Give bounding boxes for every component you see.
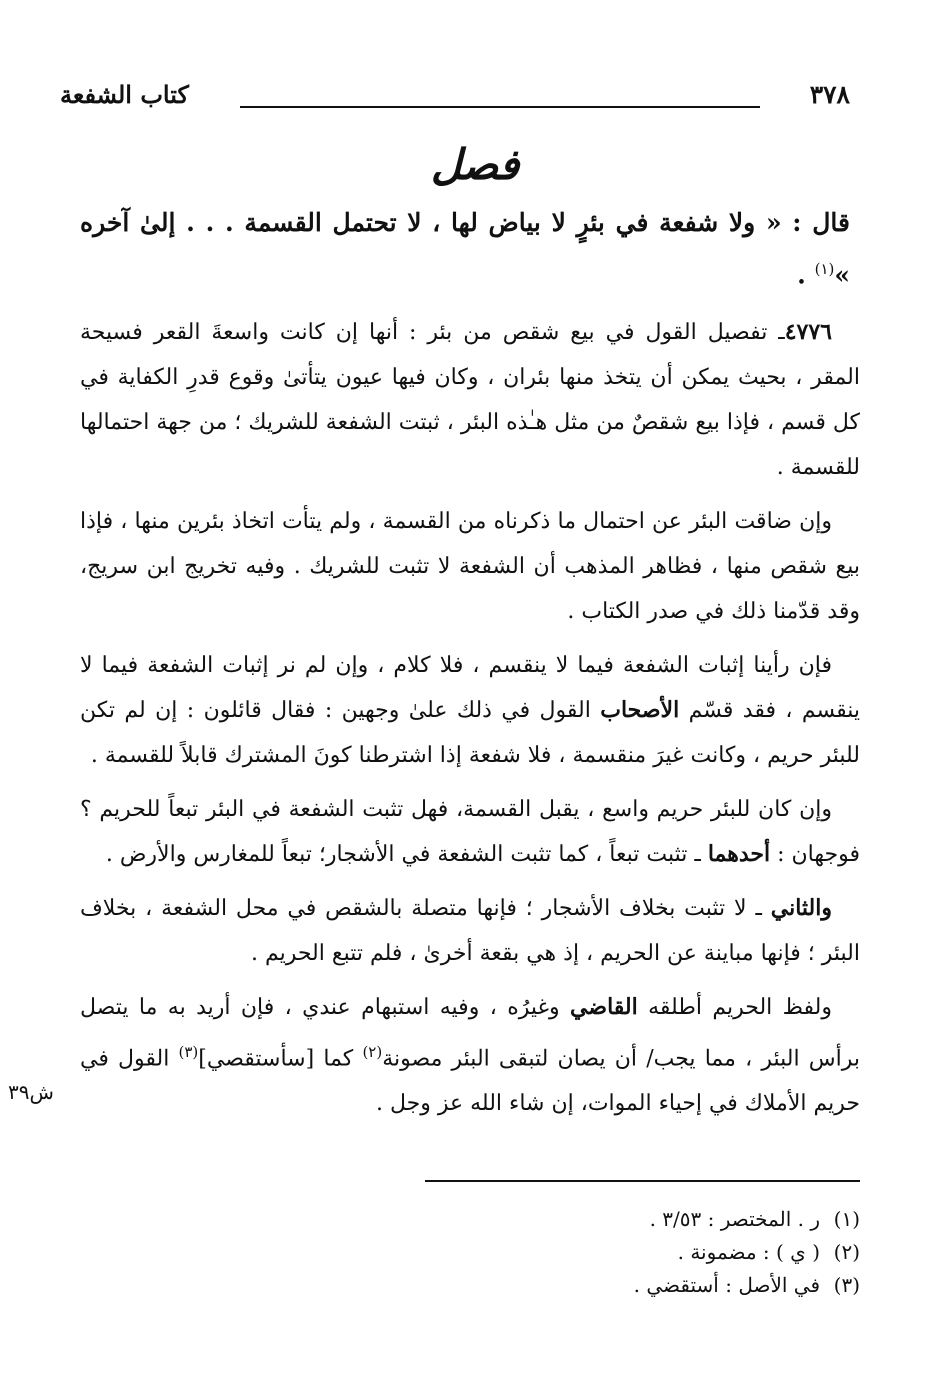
footnote [430,1236,860,1269]
book-title: كتاب الشفعة [60,80,189,109]
paragraph-text: ـ تثبت تبعاً ، كما تثبت الشفعة في الأشجار؛ تبعاً للمغارس والأرض . [105,842,708,867]
paragraph-4776 [80,310,860,490]
footnote-rule [425,1180,860,1182]
commentary-body [80,310,860,1135]
header-rule [240,106,760,108]
footnote-ref-1: (١) [814,260,835,278]
bold-term: الأصحاب [600,697,680,723]
bold-term: القاضي [570,994,638,1020]
matn-quote [80,200,850,298]
paragraph-text: ولفظ الحريم أطلقه [637,995,832,1020]
paragraph-text: كما [سأستقصي] [198,1046,363,1072]
footnote [430,1269,860,1302]
paragraph [80,787,860,877]
footnote-text: في الأصل : أستقضي . [633,1273,820,1297]
paragraph-text: وإن ضاقت البئر عن احتمال ما ذكرناه من القسمة ، ولم يتأت اتخاذ بئرين منها ، فإذا بيع شقص منها ، فظاهر المذهب أن الشفعة لا تثبت للشريك . وفيه تخريج ابن سريج، وقد قدّمنا ذلك في صدر الكتاب . [80,509,860,624]
paragraph [80,643,860,778]
footnote [430,1203,860,1236]
paragraph [80,499,860,634]
paragraph-text: فإن رأينا إثبات الشفعة فيما لا ينقسم ، فلا كلام ، وإن لم نر إثبات الشفعة فيما لا ينقسم ، فقد قسّم [80,653,860,723]
footnote-number: (٣) [833,1273,860,1297]
footnotes [430,1203,860,1302]
manuscript-folio-note: ش٣٩ [8,1080,54,1104]
paragraph-text: القول في ذلك علىٰ وجهين : فقال قائلون : إن لم تكن للبئر حريم ، وكانت غيرَ منقسمة ، فلا شفعة إذا اشترطنا كونَ المشترك قابلاً للقسمة . [80,698,860,768]
quote-end: . [797,260,815,290]
paragraph [80,886,860,976]
footnote-text: ر . المختصر : ٣/٥٣ . [649,1207,820,1231]
paragraph [80,985,860,1126]
quote-text: قال : « ولا شفعة في بئرٍ لا بياض لها ، لا تحتمل القسمة . . . إلىٰ آخره » [80,208,850,290]
footnote-number: (٢) [833,1240,860,1264]
paragraph-text: وغيرُه ، وفيه استبهام عندي ، فإن أريد به ما يتصل برأس البئر ، مما يجب/ أن يصان لتبقى البئر مصونة [80,995,860,1072]
paragraph-text: ـ لا تثبت بخلاف الأشجار ؛ فإنها متصلة بالشقص في محل الشفعة ، بخلاف البئر ؛ فإنها مباينة عن الحريم ، إذ هي بقعة أخرىٰ ، فلم تتبع الحريم . [80,896,860,966]
footnote-ref-3: (٣) [178,1043,199,1061]
footnote-number: (١) [833,1207,860,1231]
paragraph-text: ـ تفصيل القول في بيع شقص من بئر : أنها إن كانت واسعةَ القعر فسيحة المقر ، بحيث يمكن أن يتخذ منها بئران ، وكان فيها عيون يتأتىٰ وقوع قدرِ الكفاية في كل قسم ، فإذا بيع شقصٌ من مثل هـٰذه البئر ، ثبتت الشفعة للشريك ؛ من جهة احتمالها للقسمة . [80,320,860,480]
bold-term: أحدهما [707,841,771,867]
paragraph-text: وإن كان للبئر حريم واسع ، يقبل القسمة، فهل تثبت الشفعة في البئر تبعاً للحريم ؟ فوجهان : [80,797,860,867]
bold-term: والثاني [770,895,832,921]
page-number: ٣٧٨ [809,80,850,109]
running-header [60,80,850,120]
paragraph-text: القول في حريم الأملاك في إحياء الموات، إن شاء الله عز وجل . [80,1046,860,1117]
footnote-ref-2: (٢) [362,1043,383,1061]
paragraph-number: ٤٧٧٦ [784,319,832,345]
footnote-text: ( ي ) : مضمونة . [677,1240,820,1264]
section-heading: فصل [430,140,520,189]
